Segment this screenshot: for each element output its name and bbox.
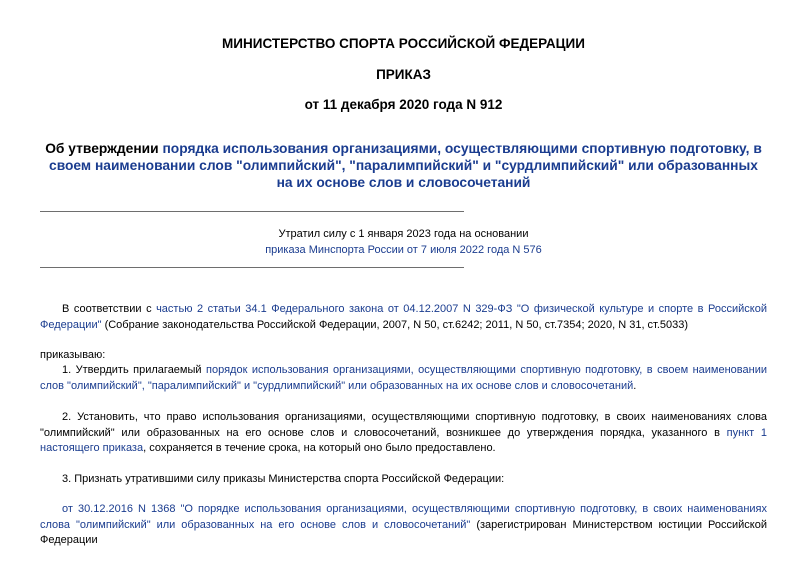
item1-paragraph — [40, 363, 767, 394]
date-number-heading: от 11 декабря 2020 года N 912 — [304, 97, 503, 112]
document-title — [40, 140, 767, 191]
status-note-line1: Утратил силу с 1 января 2023 года на основании — [278, 228, 529, 240]
preamble-text2: (Собрание законодательства Российской Федерации, 2007, N 50, ст.6242; 2011, N 50, ст.7354; 2020, N 31, ст.5033) — [101, 318, 689, 331]
status-note-line2 — [40, 242, 767, 258]
item2-text1: 2. Установить, что право использования организациями, осуществляющими спортивную подготовку, в своих наименованиях слова "олимпийский" или образованных на его основе слов и словосочетаний, возникшее до утверждения порядка, указанного в — [40, 411, 767, 439]
doc-type-heading: ПРИКАЗ — [376, 67, 431, 82]
item1-suffix: . — [633, 379, 637, 392]
item2-paragraph — [40, 410, 767, 457]
order-word: приказываю: — [40, 349, 106, 361]
item3-paragraph: 3. Признать утратившими силу приказы Министерства спорта Российской Федерации: — [62, 473, 505, 485]
repeal-order-link[interactable]: приказа Минспорта России от 7 июля 2022 года N 576 — [265, 244, 542, 256]
procedure-link[interactable]: порядок использования организациями, осуществляющими спортивную подготовку, в своем наименовании слов "олимпийский", "паралимпийский" и "сурдлимпийский" или образованных на их основе слов и словосочетаний — [40, 364, 768, 392]
item1-prefix: 1. Утвердить прилагаемый — [62, 364, 207, 376]
preamble-text1: В соответствии с — [62, 303, 157, 315]
item2-text2: , сохраняется в течение срока, на который оно было предоставлено. — [143, 442, 496, 454]
divider-bottom — [40, 267, 464, 268]
title-link[interactable]: порядка использования организациями, осуществляющими спортивную подготовку, в своем наименовании слов "олимпийский", "паралимпийский" и "сурдлимпийский" или образованных на их основе слов и словосочетаний — [49, 141, 762, 190]
item1-reference-link[interactable]: пункт 1 настоящего приказа — [40, 426, 767, 454]
law-link[interactable]: частью 2 статьи 34.1 Федерального закона от 04.12.2007 N 329-ФЗ "О физической культуре и спорте в Российской Федерации" — [40, 303, 767, 331]
preamble-paragraph — [40, 302, 767, 333]
item3-sub-paragraph — [40, 502, 767, 549]
old-order-link[interactable]: от 30.12.2016 N 1368 "О порядке использования организациями, осуществляющими спортивную подготовку, в своих наименованиях слова "олимпийский" или образованных на его основе слов и словосочетаний" — [40, 503, 767, 531]
item3-sub-text: (зарегистрирован Министерством юстиции Российской Федерации — [40, 518, 767, 546]
title-prefix: Об утверждении — [45, 141, 163, 156]
ministry-heading: МИНИСТЕРСТВО СПОРТА РОССИЙСКОЙ ФЕДЕРАЦИИ — [222, 36, 585, 51]
divider-top — [40, 211, 464, 212]
